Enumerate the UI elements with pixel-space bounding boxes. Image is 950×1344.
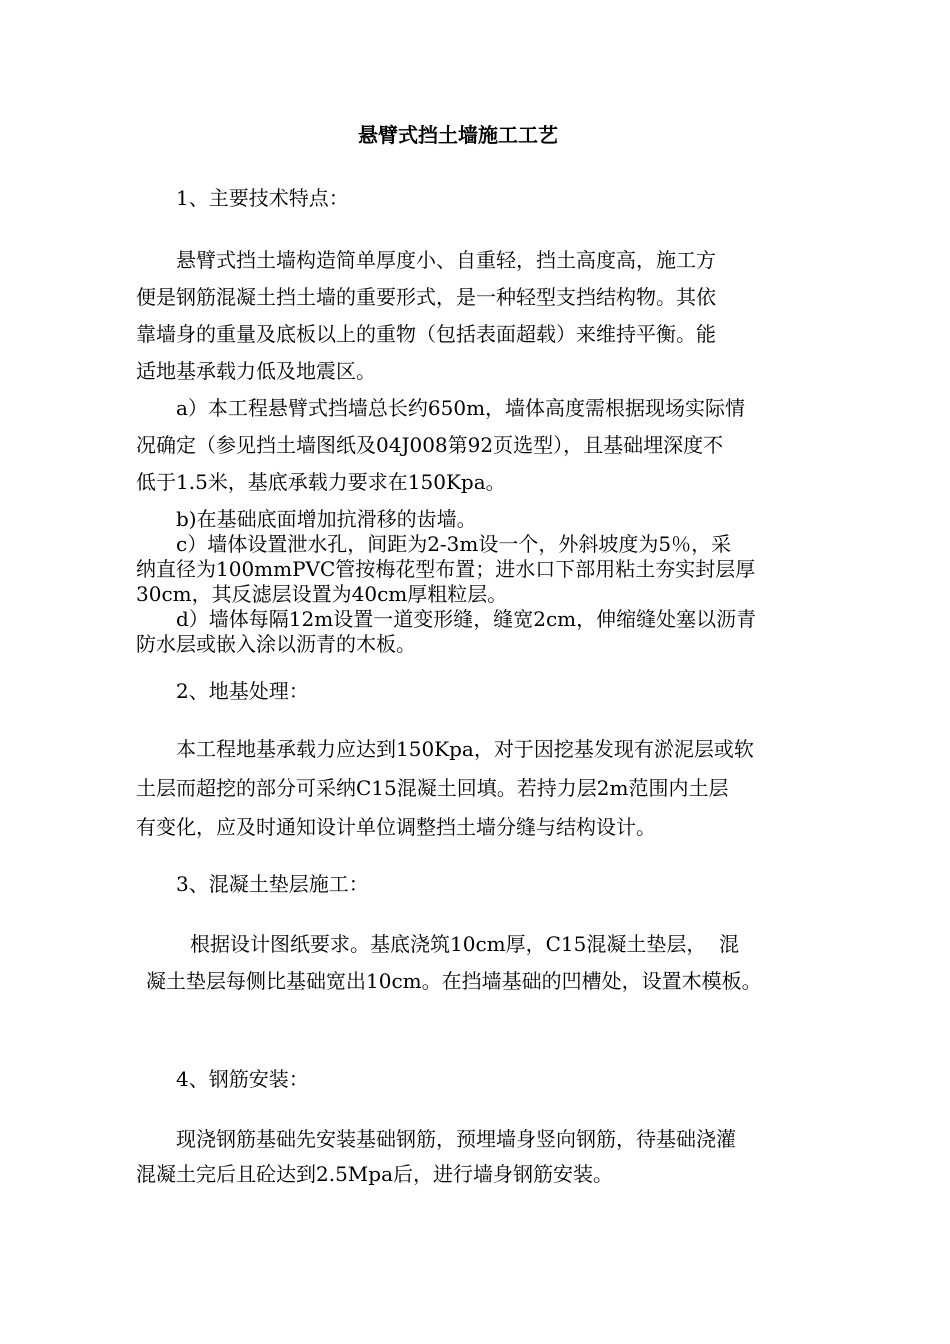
section-3-heading: 3、混凝土垫层施工： bbox=[176, 872, 369, 896]
section-2-paragraph-line: 有变化，应及时通知设计单位调整挡土墙分缝与结构设计。 bbox=[136, 815, 656, 839]
section-3-paragraph-line: 凝土垫层每侧比基础宽出10cm。在挡墙基础的凹槽处，设置木模板。 bbox=[146, 969, 762, 993]
section-1-heading: 1、主要技术特点： bbox=[176, 186, 349, 210]
section-3-paragraph-line: 根据设计图纸要求。基底浇筑10cm厚，C15混凝土垫层， 混 bbox=[190, 932, 740, 956]
item-a-line: a）本工程悬臂式挡墙总长约650m，墙体高度需根据现场实际情 bbox=[176, 396, 746, 420]
document-title: 悬臂式挡土墙施工工艺 bbox=[358, 123, 558, 147]
section-4-heading: 4、钢筋安装： bbox=[176, 1067, 309, 1091]
item-b-line: b)在基础底面增加抗滑移的齿墙。 bbox=[176, 507, 477, 531]
item-a-line: 低于1.5米，基底承载力要求在150Kpa。 bbox=[136, 470, 506, 494]
section-2-paragraph-line: 本工程地基承载力应达到150Kpa，对于因挖基发现有淤泥层或软 bbox=[176, 737, 754, 761]
section-1-paragraph-line: 适地基承载力低及地震区。 bbox=[136, 359, 376, 383]
item-c-line: c）墙体设置泄水孔，间距为2-3m设一个，外斜坡度为5％，采 bbox=[176, 532, 732, 556]
item-c-line: 纳直径为100mmPVC管按梅花型布置；进水口下部用粘土夯实封层厚 bbox=[136, 557, 756, 581]
item-a-line: 况确定（参见挡土墙图纸及04J008第92页选型），且基础埋深度不 bbox=[136, 433, 724, 457]
item-d-line: d）墙体每隔12m设置一道变形缝，缝宽2cm，伸缩缝处塞以沥青 bbox=[176, 607, 757, 631]
item-d-line: 防水层或嵌入涂以沥青的木板。 bbox=[136, 632, 416, 656]
section-2-paragraph-line: 土层而超挖的部分可采纳C15混凝土回填。若持力层2m范围内土层 bbox=[136, 776, 729, 800]
section-1-paragraph-line: 悬臂式挡土墙构造简单厚度小、自重轻，挡土高度高，施工方 bbox=[176, 248, 716, 272]
section-2-heading: 2、地基处理： bbox=[176, 679, 309, 703]
section-1-paragraph-line: 靠墙身的重量及底板以上的重物（包括表面超载）来维持平衡。能 bbox=[136, 322, 716, 346]
section-1-paragraph-line: 便是钢筋混凝土挡土墙的重要形式，是一种轻型支挡结构物。其依 bbox=[136, 285, 716, 309]
section-4-paragraph-line: 混凝土完后且砼达到2.5Mpa后，进行墙身钢筋安装。 bbox=[136, 1162, 614, 1186]
item-c-line: 30cm，其反滤层设置为40cm厚粗粒层。 bbox=[136, 582, 508, 606]
section-4-paragraph-line: 现浇钢筋基础先安装基础钢筋，预埋墙身竖向钢筋，待基础浇灌 bbox=[176, 1127, 736, 1151]
